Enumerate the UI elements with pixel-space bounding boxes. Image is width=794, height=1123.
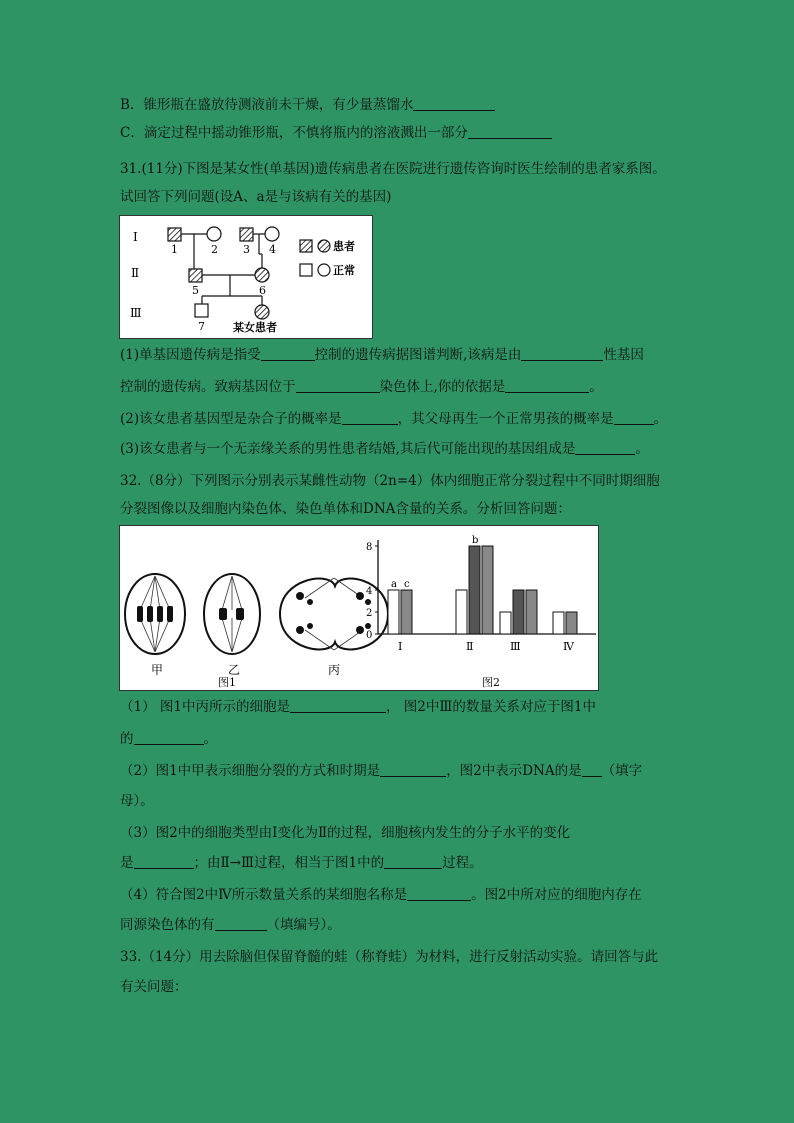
option-c: C．滴定过程中摇动锥形瓶，不慎将瓶内的溶液溅出一部分 (120, 124, 680, 142)
bar-a-3 (553, 612, 564, 634)
svg-text:3: 3 (243, 243, 250, 256)
gen-label-3: Ⅲ (130, 306, 142, 320)
legend-affected-female (318, 240, 330, 252)
svg-text:1: 1 (171, 243, 178, 256)
pedigree-figure (119, 215, 373, 339)
legend-affected-male (300, 240, 312, 252)
y-tick-label: 4 (366, 586, 373, 597)
individual-4-normal-female (265, 227, 279, 241)
bar-c-2 (526, 590, 537, 634)
individual-1-affected-male (168, 228, 181, 241)
individual-6-affected-female (255, 268, 269, 282)
cell-yi-label: 乙 (228, 663, 241, 677)
figure1-caption: 图1 (218, 676, 236, 689)
svg-text:6: 6 (259, 284, 266, 297)
y-tick-label: 8 (366, 542, 373, 553)
legend-affected-label: 患者 (333, 240, 355, 253)
q32-intro: 32.（8分）下列图示分别表示某雌性动物（2n=4）体内细胞正常分裂过程中不同时期细胞 (120, 473, 660, 489)
svg-text:7: 7 (198, 320, 205, 333)
individual-2-normal-female (207, 227, 221, 241)
gen-label-2: Ⅱ (131, 266, 140, 280)
q33-intro: 33.（14分）用去除脑但保留脊髓的蛙（称脊蛙）为材料，进行反射活动实验。请回答与此 (120, 949, 659, 965)
q32-part2-line1: （2）图1中甲表示细胞分裂的方式和时期是 ，图2中表示DNA的是 （填字 (120, 763, 643, 779)
x-tick-label: Ⅰ (398, 640, 403, 653)
q32-part4-line1: （4）符合图2中Ⅳ所示数量关系的某细胞名称是 。图2中所对应的细胞内存在 (120, 887, 642, 903)
q31-part3: (3)该女患者与一个无亲缘关系的男性患者结婚,其后代可能出现的基因组成是 。 (120, 441, 649, 457)
individual-5-affected-male (189, 269, 202, 282)
svg-text:4: 4 (269, 243, 276, 256)
q32-part2-line2: 母）。 (120, 793, 154, 809)
bar-a-2 (500, 612, 511, 634)
bar-label-a: a (391, 579, 397, 590)
q31-intro: 31.(11分)下图是某女性(单基因)遗传病患者在医院进行遗传咨询时医生绘制的患者家系图。 (120, 161, 666, 177)
q32-intro-2: 分裂图像以及细胞内染色体、染色单体和DNA含量的关系。分析回答问题： (120, 501, 571, 517)
bar-c-0 (401, 590, 412, 634)
q31-intro-2: 试回答下列问题(设A、a是与该病有关的基因) (120, 189, 392, 205)
q33-intro-2: 有关问题： (120, 979, 188, 995)
figure2-caption: 图2 (482, 676, 500, 689)
individual-3-affected-male (240, 228, 253, 241)
q32-part4-line2: 同源染色体的有 （填编号）。 (120, 917, 341, 933)
legend-normal-male (300, 264, 312, 276)
bar-b-2 (513, 590, 524, 634)
figure2-chart (366, 535, 596, 653)
patient-label: 某女患者 (233, 321, 277, 334)
bar-a-1 (456, 590, 467, 634)
legend-normal-female (318, 264, 330, 276)
x-tick-label: Ⅱ (466, 640, 474, 653)
gen-label-1: Ⅰ (133, 230, 138, 244)
cell-yi (204, 574, 260, 677)
legend-normal-label: 正常 (333, 264, 355, 277)
bar-c-3 (566, 612, 577, 634)
bar-label-b: b (472, 535, 479, 546)
cell-jia-label: 甲 (151, 663, 164, 677)
cell-division-figure (119, 525, 599, 691)
bar-c-1 (482, 546, 493, 634)
y-tick-label: 2 (366, 608, 373, 619)
q31-part2: (2)该女患者基因型是杂合子的概率是 ，其父母再生一个正常男孩的概率是 。 (120, 411, 668, 427)
bar-b-1 (469, 546, 480, 634)
q32-part3-line1: （3）图2中的细胞类型由Ⅰ变化为Ⅱ的过程，细胞核内发生的分子水平的变化 (120, 825, 571, 841)
option-b: B．锥形瓶在盛放待测液前未干燥，有少量蒸馏水 (120, 96, 680, 114)
bar-a-0 (388, 590, 399, 634)
individual-patient-affected-female (255, 305, 269, 319)
x-tick-label: Ⅲ (510, 640, 521, 653)
y-tick-label: 0 (366, 630, 373, 641)
x-tick-label: Ⅳ (563, 640, 574, 653)
q32-part1-line1: （1） 图1中丙所示的细胞是 ， 图2中Ⅲ的数量关系对应于图1中 (120, 699, 596, 715)
q31-part1-line2: 控制的遗传病。致病基因位于 染色体上,你的依据是 。 (120, 379, 603, 395)
q32-part1-line2: 的 。 (120, 731, 217, 747)
individual-7-normal-male (195, 304, 208, 317)
q31-part1-line1: (1)单基因遗传病是指受 控制的遗传病据图谱判断,该病是由 性基因 (120, 347, 644, 363)
svg-text:5: 5 (192, 284, 199, 297)
cell-bing-label: 丙 (328, 663, 341, 677)
q32-part3-line2: 是 ；由Ⅱ→Ⅲ过程，相当于图1中的 过程。 (120, 855, 483, 871)
bar-label-c: c (404, 579, 410, 590)
svg-text:2: 2 (211, 243, 218, 256)
cell-jia (125, 574, 185, 677)
